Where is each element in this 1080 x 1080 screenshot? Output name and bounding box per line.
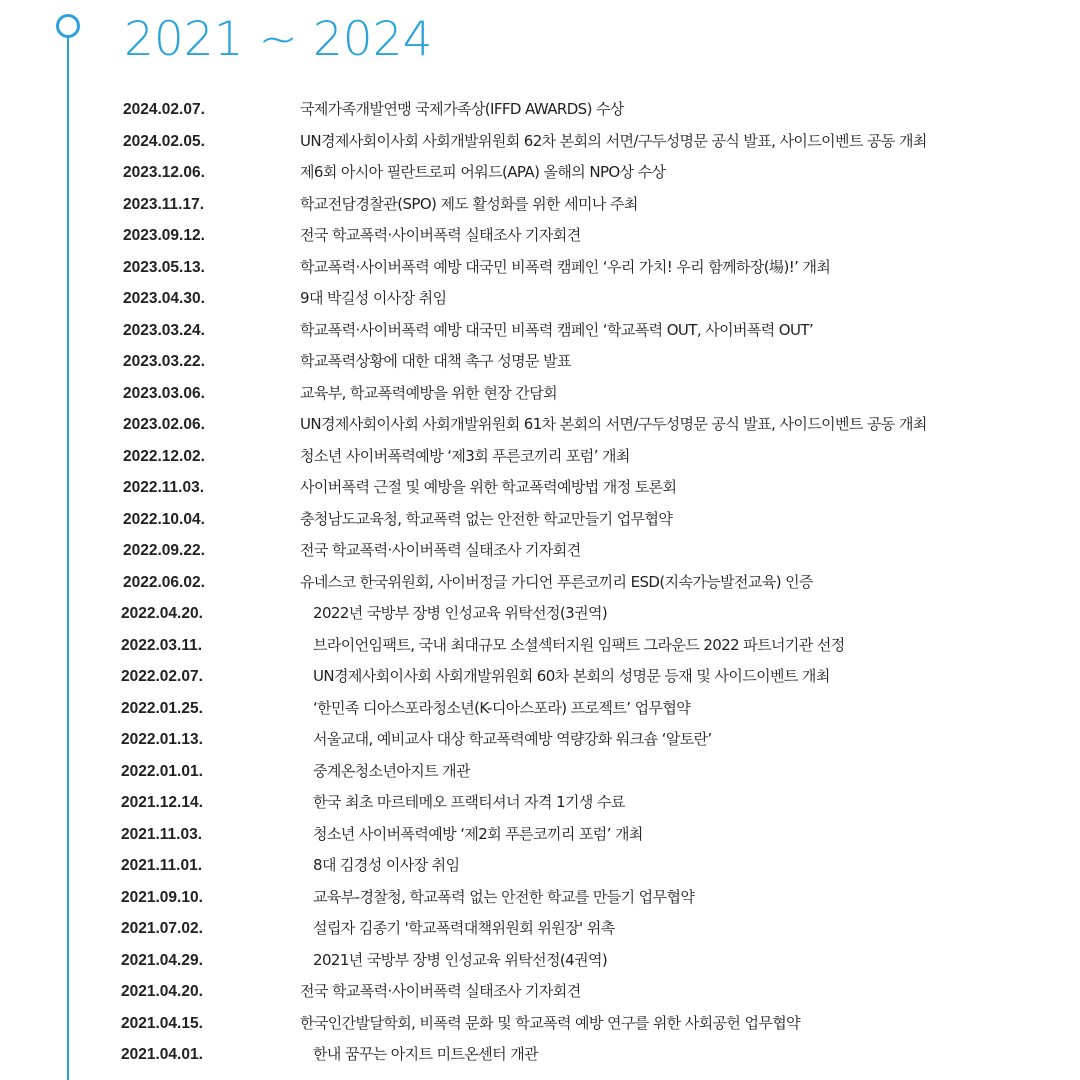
event-description: 8대 김경성 이사장 취임: [313, 856, 460, 874]
event-description: 전국 학교폭력·사이버폭력 실태조사 기자회견: [300, 982, 581, 1000]
event-date: 2022.01.01.: [121, 762, 203, 780]
event-item: [0, 567, 1080, 599]
event-date: 2022.04.20.: [121, 605, 203, 622]
event-description: 한내 꿈꾸는 아지트 미트온센터 개관: [313, 1045, 539, 1063]
event-item: [0, 252, 1080, 284]
event-date: 2023.02.06.: [123, 416, 205, 433]
event-date: 2022.10.04.: [123, 510, 205, 528]
event-date: 2022.01.25.: [121, 699, 203, 717]
event-date: 2022.12.02.: [123, 447, 205, 465]
event-item: [0, 378, 1080, 410]
event-description: 사이버폭력 근절 및 예방을 위한 학교폭력예방법 개정 토론회: [300, 478, 677, 496]
event-item: [0, 630, 1080, 662]
event-date: 2021.04.01.: [121, 1046, 203, 1063]
event-description: 한국인간발달학회, 비폭력 문화 및 학교폭력 예방 연구를 위한 사회공헌 업무협약: [300, 1013, 801, 1032]
event-date: 2021.07.02.: [121, 920, 203, 937]
event-description: 9대 박길성 이사장 취임: [300, 289, 447, 307]
period-title: 2021 ~ 2024: [124, 12, 433, 67]
event-item: [0, 819, 1080, 851]
event-date: 2021.11.01.: [121, 857, 203, 874]
event-date: 2023.03.22.: [123, 353, 205, 370]
event-item: [0, 724, 1080, 756]
event-item: [0, 756, 1080, 788]
event-date: 2024.02.05.: [123, 132, 205, 150]
event-description: UN경제사회이사회 사회개발위원회 62차 본회의 서면/구두성명문 공식 발표, 사이드이벤트 공동 개최: [300, 131, 927, 150]
timeline-dot-icon: [56, 14, 80, 38]
event-item: [0, 220, 1080, 252]
event-item: [0, 472, 1080, 504]
event-description: 학교폭력·사이버폭력 예방 대국민 비폭력 캠페인 ‘학교폭력 OUT, 사이버폭력 OUT’: [300, 320, 814, 339]
event-date: 2023.11.17.: [123, 195, 205, 213]
event-date: 2021.12.14.: [121, 794, 203, 811]
event-list: [0, 94, 1080, 1071]
event-item: [0, 787, 1080, 819]
event-description: 브라이언임팩트, 국내 최대규모 소셜섹터지원 임팩트 그라운드 2022 파트너기관 선정: [313, 635, 845, 654]
event-item: [0, 283, 1080, 315]
event-description: 중계온청소년아지트 개관: [313, 761, 470, 780]
event-description: UN경제사회이사회 사회개발위원회 61차 본회의 서면/구두성명문 공식 발표, 사이드이벤트 공동 개최: [300, 415, 927, 433]
event-date: 2022.06.02.: [123, 573, 205, 591]
event-item: [0, 598, 1080, 630]
event-description: 국제가족개발연맹 국제가족상(IFFD AWARDS) 수상: [300, 100, 624, 118]
event-description: 교육부-경찰청, 학교폭력 없는 안전한 학교를 만들기 업무협약: [313, 887, 695, 906]
event-description: ‘한민족 디아스포라청소년(K-디아스포라) 프로젝트’ 업무협약: [313, 698, 691, 717]
event-description: 전국 학교폭력·사이버폭력 실태조사 기자회견: [300, 541, 581, 559]
event-date: 2023.09.12.: [123, 227, 205, 244]
event-item: [0, 1039, 1080, 1071]
event-item: [0, 441, 1080, 473]
event-description: 학교폭력상황에 대한 대책 촉구 성명문 발표: [300, 352, 571, 370]
event-item: [0, 913, 1080, 945]
event-description: 청소년 사이버폭력예방 ‘제2회 푸른코끼리 포럼’ 개최: [313, 824, 643, 843]
event-item: [0, 189, 1080, 221]
event-description: 학교폭력·사이버폭력 예방 대국민 비폭력 캠페인 ‘우리 가치! 우리 함께하장(場)!’ 개최: [300, 257, 831, 276]
event-item: [0, 850, 1080, 882]
event-date: 2023.04.30.: [123, 290, 205, 307]
event-description: 교육부, 학교폭력예방을 위한 현장 간담회: [300, 383, 557, 402]
event-description: 학교전담경찰관(SPO) 제도 활성화를 위한 세미나 주최: [300, 194, 638, 213]
event-item: [0, 157, 1080, 189]
event-date: 2021.09.10.: [121, 888, 203, 906]
event-date: 2023.12.06.: [123, 164, 205, 181]
event-item: [0, 315, 1080, 347]
event-item: [0, 94, 1080, 126]
event-description: 한국 최초 마르테메오 프랙티셔너 자격 1기생 수료: [313, 793, 625, 811]
event-item: [0, 535, 1080, 567]
event-item: [0, 882, 1080, 914]
event-description: 제6회 아시아 필란트로피 어워드(APA) 올해의 NPO상 수상: [300, 163, 666, 181]
event-date: 2021.04.29.: [121, 951, 203, 969]
event-date: 2023.05.13.: [123, 258, 205, 276]
event-description: 서울교대, 예비교사 대상 학교폭력예방 역량강화 워크숍 ‘알토란’: [313, 730, 712, 748]
event-date: 2023.03.06.: [123, 384, 205, 402]
event-date: 2022.02.07.: [121, 668, 203, 685]
event-description: 2022년 국방부 장병 인성교육 위탁선정(3권역): [313, 604, 608, 622]
event-item: [0, 693, 1080, 725]
event-item: [0, 126, 1080, 158]
event-date: 2022.03.11.: [121, 636, 203, 654]
event-description: 2021년 국방부 장병 인성교육 위탁선정(4권역): [313, 950, 608, 969]
event-date: 2021.11.03.: [121, 825, 203, 843]
event-date: 2021.04.15.: [121, 1014, 203, 1032]
event-date: 2024.02.07.: [123, 101, 205, 118]
event-description: 유네스코 한국위원회, 사이버정글 가디언 푸른코끼리 ESD(지속가능발전교육) 인증: [300, 572, 813, 591]
event-item: [0, 945, 1080, 977]
event-date: 2022.01.13.: [121, 731, 203, 748]
event-date: 2023.03.24.: [123, 321, 205, 339]
event-description: 설립자 김종기 '학교폭력대책위원회 위원장' 위촉: [313, 919, 615, 937]
event-item: [0, 661, 1080, 693]
event-description: 청소년 사이버폭력예방 ‘제3회 푸른코끼리 포럼’ 개최: [300, 446, 630, 465]
event-date: 2022.09.22.: [123, 542, 205, 559]
event-item: [0, 409, 1080, 441]
event-item: [0, 1008, 1080, 1040]
event-item: [0, 504, 1080, 536]
event-item: [0, 976, 1080, 1008]
event-description: 충청남도교육청, 학교폭력 없는 안전한 학교만들기 업무협약: [300, 509, 673, 528]
event-item: [0, 346, 1080, 378]
event-description: 전국 학교폭력·사이버폭력 실태조사 기자회견: [300, 226, 581, 244]
event-date: 2021.04.20.: [121, 983, 203, 1000]
event-date: 2022.11.03.: [123, 479, 205, 496]
event-description: UN경제사회이사회 사회개발위원회 60차 본회의 성명문 등재 및 사이드이벤트 개최: [313, 667, 830, 685]
